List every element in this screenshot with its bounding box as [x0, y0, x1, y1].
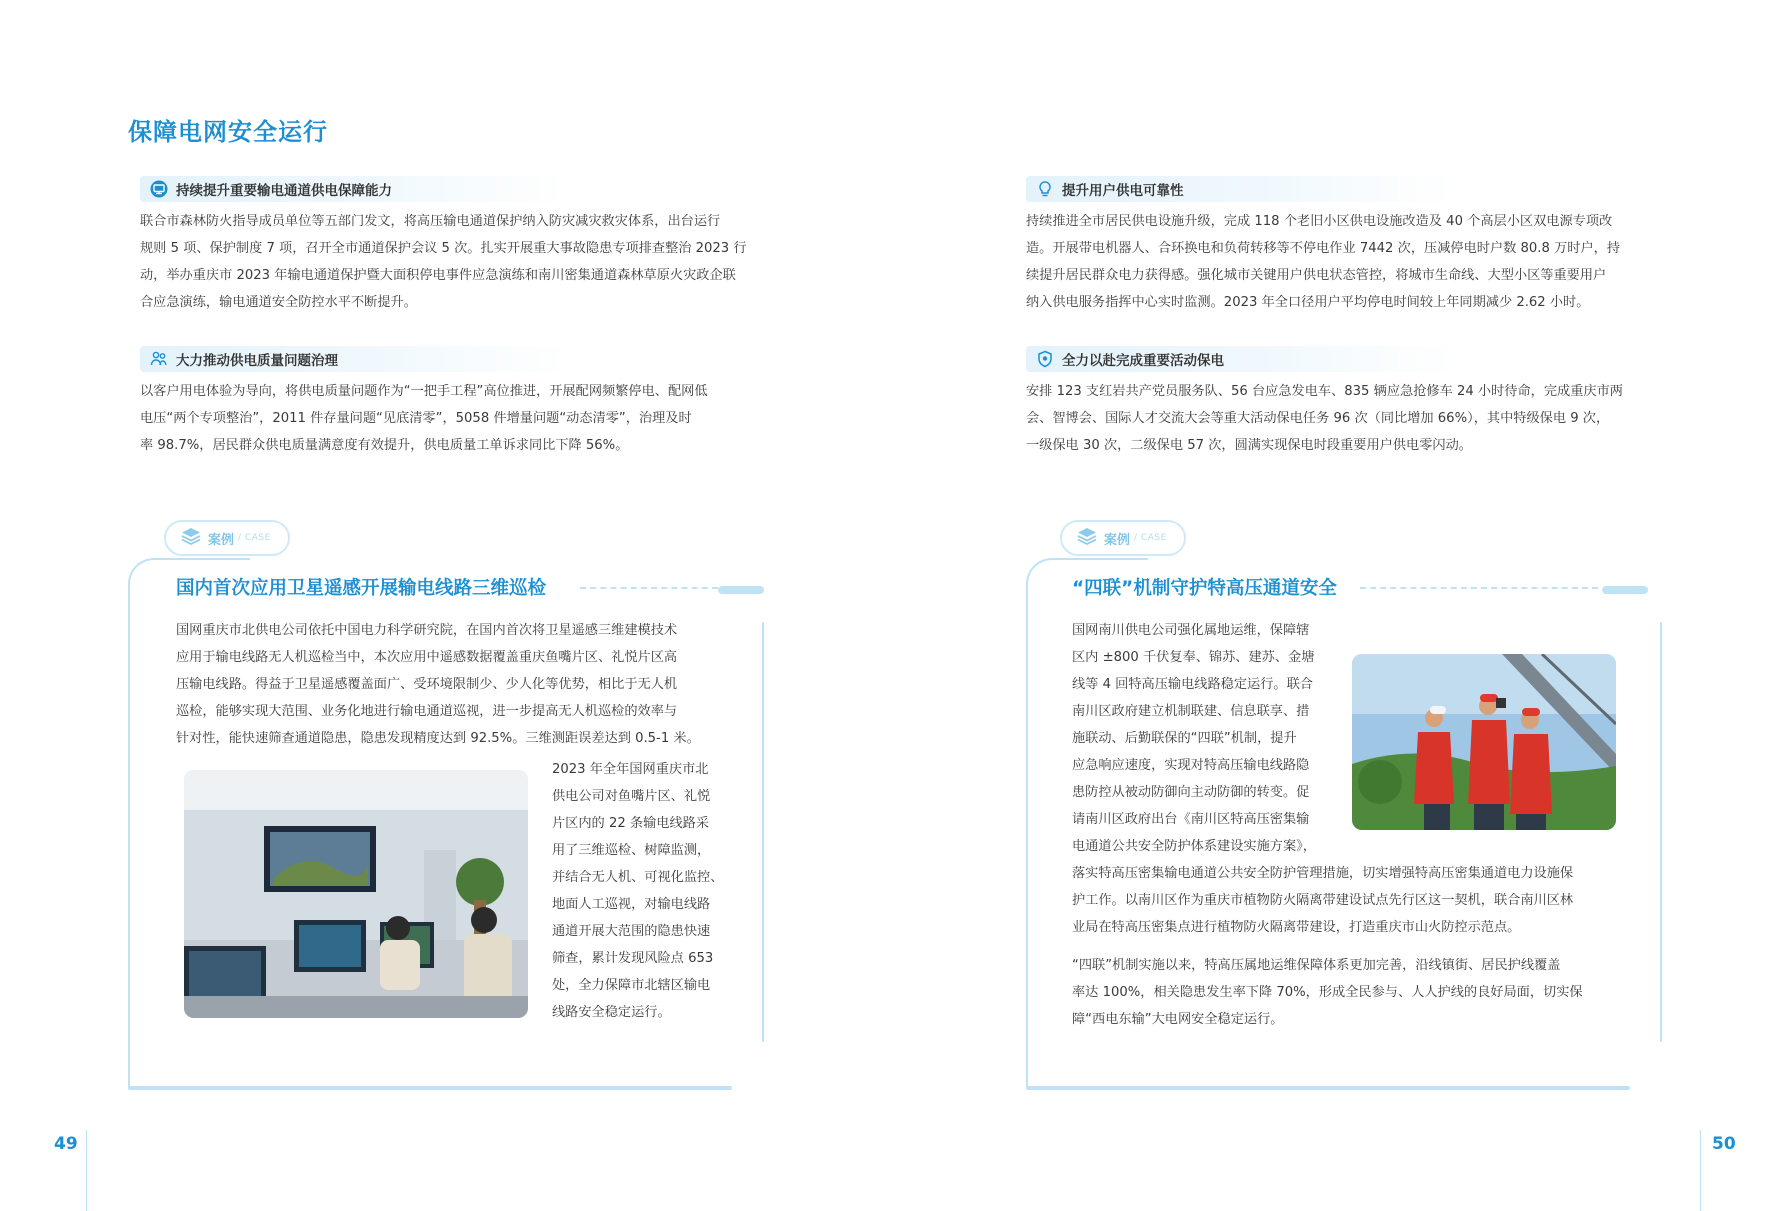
section-body-power-quality: [140, 378, 780, 459]
section-title: 提升用户供电可靠性: [1062, 183, 1184, 199]
section-heading-event-power: [1026, 346, 1456, 372]
case-body-full: [1072, 860, 1632, 941]
section-heading-power-quality: [140, 346, 570, 372]
case-body-conclusion: [1072, 952, 1632, 1033]
section-body-event-power: [1026, 378, 1666, 459]
page-number-left: 49: [54, 1134, 78, 1154]
page-number-divider-left: [86, 1130, 87, 1211]
text-line: 筛查，累计发现风险点 653: [552, 951, 714, 966]
text-line: 应急响应速度，实现对特高压输电线路隐: [1072, 758, 1310, 773]
case-tag-label: 案例: [1104, 532, 1131, 548]
shield-icon: [1036, 350, 1054, 368]
text-line: 并结合无人机、可视化监控、: [552, 870, 724, 885]
case-tag-english: / CASE: [1134, 533, 1167, 543]
text-line: 障“西电东输”大电网安全稳定运行。: [1072, 1012, 1284, 1027]
text-line: 以客户用电体验为导向，将供电质量问题作为“一把手工程”高位推进，开展配网频繁停电、配网低: [140, 384, 708, 399]
case-title: 国内首次应用卫星遥感开展输电线路三维巡检: [176, 578, 547, 599]
text-line: 持续推进全市居民供电设施升级，完成 118 个老旧小区供电设施改造及 40 个高层小区双电源专项改: [1026, 214, 1613, 229]
case-card-bottom-border: [1026, 1086, 1630, 1090]
text-line: 患防控从被动防御向主动防御的转变。促: [1072, 785, 1310, 800]
text-line: 通道开展大范围的隐患快速: [552, 924, 711, 939]
text-line: 供电公司对鱼嘴片区、礼悦: [552, 789, 711, 804]
case-tag-english: / CASE: [238, 533, 271, 543]
layers-icon: [1076, 526, 1098, 550]
text-line: 国网南川供电公司强化属地运维，保障辖: [1072, 623, 1310, 638]
text-line: 电压“两个专项整治”，2011 件存量问题“见底清零”，5058 件增量问题“动态清零”，治理及时: [140, 411, 692, 426]
text-line: 率达 100%，相关隐患发生率下降 70%，形成全民参与、人人护线的良好局面，切实保: [1072, 985, 1583, 1000]
page-title: 保障电网安全运行: [128, 118, 328, 146]
text-line: 会、智博会、国际人才交流大会等重大活动保电任务 96 次（同比增加 66%），其中特级保电 9 次，: [1026, 411, 1610, 426]
text-line: 地面人工巡视，对输电线路: [552, 897, 711, 912]
case-title: “四联”机制守护特高压通道安全: [1072, 578, 1337, 599]
case-tag: [1060, 520, 1186, 556]
text-line: 2023 年全年国网重庆市北: [552, 762, 709, 777]
lightbulb-icon: [1036, 180, 1054, 198]
case-body-side: [1072, 617, 1342, 860]
workers-inspection-photo: [1352, 654, 1616, 830]
text-line: 区内 ±800 千伏复奉、锦苏、建苏、金塘: [1072, 650, 1315, 665]
case-tag: [164, 520, 290, 556]
page-number-right: 50: [1712, 1134, 1736, 1154]
section-body-transmission-channel: [140, 208, 780, 316]
section-title: 持续提升重要输电通道供电保障能力: [176, 183, 392, 199]
text-line: 压输电线路。得益于卫星遥感覆盖面广、受环境限制少、少人化等优势，相比于无人机: [176, 677, 678, 692]
text-line: 一级保电 30 次，二级保电 57 次，圆满实现保电时段重要用户供电零闪动。: [1026, 438, 1472, 453]
case-body-side: [552, 756, 742, 1026]
case-card-right-border: [762, 622, 764, 1042]
page-number-divider-right: [1700, 1130, 1701, 1211]
people-icon: [150, 350, 168, 368]
case-accent-bar: [1602, 586, 1648, 594]
text-line: 施联动、后勤联保的“四联”机制，提升: [1072, 731, 1297, 746]
case-body-full: [176, 617, 724, 752]
text-line: 纳入供电服务指挥中心实时监测。2023 年全口径用户平均停电时间较上年同期减少 2.62 小时。: [1026, 295, 1590, 310]
text-line: 率 98.7%，居民群众供电质量满意度有效提升，供电质量工单诉求同比下降 56%。: [140, 438, 629, 453]
layers-icon: [180, 526, 202, 550]
section-title: 大力推动供电质量问题治理: [176, 353, 338, 369]
text-line: 护工作。以南川区作为重庆市植物防火隔离带建设试点先行区这一契机，联合南川区林: [1072, 893, 1574, 908]
section-heading-reliability: [1026, 176, 1456, 202]
section-body-reliability: [1026, 208, 1666, 316]
case-tag-label: 案例: [208, 532, 235, 548]
text-line: 线路安全稳定运行。: [552, 1005, 671, 1020]
text-line: 国网重庆市北供电公司依托中国电力科学研究院，在国内首次将卫星遥感三维建模技术: [176, 623, 678, 638]
text-line: 巡检，能够实现大范围、业务化地进行输电通道巡视，进一步提高无人机巡检的效率与: [176, 704, 678, 719]
text-line: 电通道公共安全防护体系建设实施方案》，: [1072, 839, 1316, 854]
case-card-right-border: [1660, 622, 1662, 1042]
text-line: 线等 4 回特高压输电线路稳定运行。联合: [1072, 677, 1313, 692]
case-card-bottom-border: [128, 1086, 732, 1090]
text-line: 南川区政府建立机制联建、信息联享、措: [1072, 704, 1310, 719]
text-line: 针对性，能快速筛查通道隐患，隐患发现精度达到 92.5%。三维测距误差达到 0.5-1 米。: [176, 731, 700, 746]
text-line: 请南川区政府出台《南川区特高压密集输: [1072, 812, 1310, 827]
text-line: 规则 5 项、保护制度 7 项，召开全市通道保护会议 5 次。扎实开展重大事故隐患专项排查整治 2023 行: [140, 241, 747, 256]
text-line: “四联”机制实施以来，特高压属地运维保障体系更加完善，沿线镇街、居民护线覆盖: [1072, 958, 1561, 973]
section-title: 全力以赴完成重要活动保电: [1062, 353, 1224, 369]
case-title-dash: [580, 587, 718, 589]
case-title-dash: [1360, 587, 1598, 589]
section-heading-transmission-channel: [140, 176, 570, 202]
text-line: 联合市森林防火指导成员单位等五部门发文，将高压输电通道保护纳入防灾减灾救灾体系，出台运行: [140, 214, 721, 229]
text-line: 造。开展带电机器人、合环换电和负荷转移等不停电作业 7442 次，压减停电时户数 80.8 万时户，持: [1026, 241, 1621, 256]
control-room-photo: [184, 770, 528, 1018]
text-line: 合应急演练，输电通道安全防控水平不断提升。: [140, 295, 417, 310]
text-line: 安排 123 支红岩共产党员服务队、56 台应急发电车、835 辆应急抢修车 24 小时待命，完成重庆市两: [1026, 384, 1623, 399]
text-line: 动，举办重庆市 2023 年输电通道保护暨大面积停电事件应急演练和南川密集通道森林草原火灾政企联: [140, 268, 736, 283]
text-line: 用了三维巡检、树障监测，: [552, 843, 711, 858]
text-line: 业局在特高压密集点进行植物防火隔离带建设，打造重庆市山火防控示范点。: [1072, 920, 1521, 935]
text-line: 处，全力保障市北辖区输电: [552, 978, 711, 993]
text-line: 片区内的 22 条输电线路采: [552, 816, 710, 831]
text-line: 落实特高压密集输电通道公共安全防护管理措施，切实增强特高压密集通道电力设施保: [1072, 866, 1574, 881]
text-line: 续提升居民群众电力获得感。强化城市关键用户供电状态管控，将城市生命线、大型小区等重要用户: [1026, 268, 1607, 283]
case-accent-bar: [718, 586, 764, 594]
text-line: 应用于输电线路无人机巡检当中，本次应用中遥感数据覆盖重庆鱼嘴片区、礼悦片区高: [176, 650, 678, 665]
monitor-icon: [150, 180, 168, 198]
